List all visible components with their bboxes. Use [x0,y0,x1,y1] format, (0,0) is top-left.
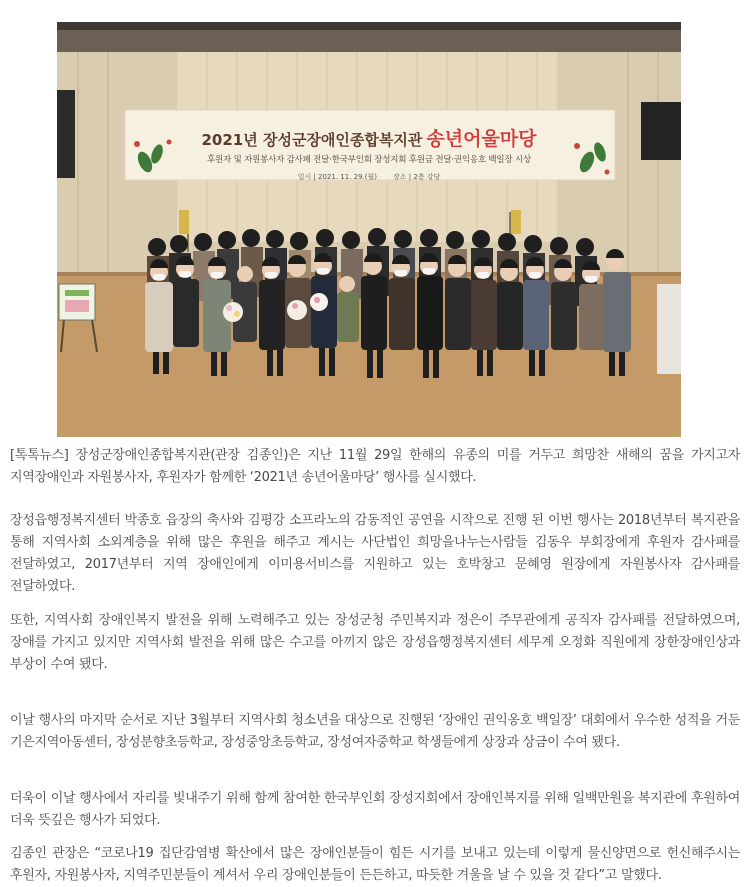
banner-title-main: 2021년 장성군장애인종합복지관 [201,131,423,149]
article-paragraph-5: 더욱이 이날 행사에서 자리를 빛내주기 위해 함께 참여한 한국부인회 장성지회에서 장애인복지를 위해 일백만원을 복지관에 후원하여 더욱 뜻깊은 행사가 되었다. [10,791,740,828]
banner-title-accent: 송년어울마당 [426,128,537,150]
event-photo [57,22,681,437]
banner-title [57,124,681,151]
banner-date: 일시 | 2021. 11. 29.(월) [297,173,377,181]
article-paragraph-1: [톡톡뉴스] 장성군장애인종합복지관(관장 김종인)은 지난 11월 29일 한해의 유종의 미를 거두고 희망찬 새해의 꿈을 가지고자 지역장애인과 자원봉사자, 후원자가 함께한 ‘2021년 송년어울마당’ 행사를 실시했다. [10,448,740,485]
article-paragraph-4: 이날 행사의 마지막 순서로 지난 3월부터 지역사회 청소년을 대상으로 진행된 ‘장애인 권익옹호 백일장’ 대회에서 우수한 성적을 거둔 기은지역아동센터, 장성분향초등학교, 장성중앙초등학교, 장성여자중학교 학생들에게 상장과 상금이 수여 됐다. [10,713,740,750]
event-photo-illustration [57,22,681,437]
article-paragraph-6: 김종인 관장은 “코로나19 집단감염병 확산에서 많은 장애인분들이 힘든 시기를 보내고 있는데 이렇게 물신양면으로 헌신해주시는 후원자, 자원봉사자, 지역주민분들이 계셔서 우리 장애인분들이 든든하고, 따듯한 겨울을 날 수 있을 것 같다”고 말했다. [10,846,740,883]
article-paragraph-3: 또한, 지역사회 장애인복지 발전을 위해 노력해주고 있는 장성군청 주민복지과 정은이 주무관에게 공직자 감사패를 전달하였으며, 장애를 가지고 있지만 지역사회 발전을 위해 많은 수고를 아끼지 않은 장성읍행정복지센터 세무계 오정화 직원에게 장한장애인상과 부상이 수여 됐다. [10,613,740,672]
banner-subtitle: 후원자 및 자원봉사자 감사패 전달·한국부인회 장성지회 후원금 전달·권익옹호 백일장 시상 [207,155,531,165]
banner-place: 장소 | 2층 강당 [393,173,441,181]
banner-date-line [57,172,681,182]
article-paragraph-2: 장성읍행정복지센터 박종호 읍장의 축사와 김평강 소프라노의 감동적인 공연을 시작으로 진행 된 이번 행사는 2018년부터 복지관을 통해 지역사회 소외계층을 위해 많은 후원을 해주고 계시는 사단법인 희망을나누는사람들 김동우 부회장에게 후원자 감사패를 전달하였고, 2017년부터 지역 장애인에게 이미용서비스를 지원하고 있는 호박창고 문혜영 원장에게 자원봉사자 감사패를 전달하였다. [10,513,740,594]
